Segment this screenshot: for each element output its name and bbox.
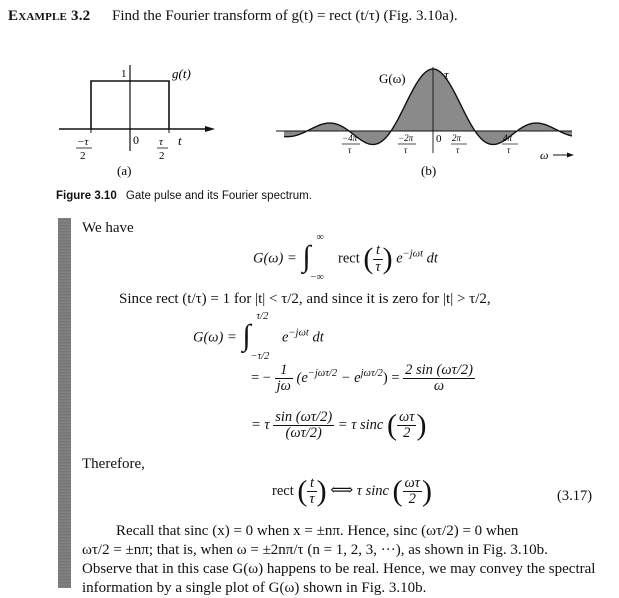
figure-caption	[56, 190, 312, 202]
eq1-lhs: G(ω) =	[253, 250, 297, 267]
figure-caption-text: Gate pulse and its Fourier spectrum.	[125, 190, 312, 202]
eq2-upper: τ/2	[256, 311, 269, 322]
figure-a-pos-tick-den: 2	[159, 150, 165, 162]
eq2-exp: −jωt	[288, 327, 309, 339]
equation-truncated-integral	[193, 311, 324, 365]
eq2-lhs: G(ω) =	[193, 329, 237, 346]
figure-a-pos-tick-num: τ	[159, 136, 163, 148]
eq1-frac-num: t	[373, 243, 382, 259]
eq3-den: ω	[433, 378, 445, 395]
eq4-lead: = τ	[251, 417, 270, 434]
eq1-integral-icon: ∫	[302, 240, 311, 273]
eq5-rect: rect	[272, 483, 294, 500]
eq2-dt: dt	[312, 329, 324, 346]
eq3-paren-open: (e	[296, 370, 308, 387]
eq4-frac-num: ωτ	[399, 409, 415, 425]
figure-caption-label: Figure 3.10	[56, 190, 117, 202]
eq5-frac-num: t	[307, 476, 316, 492]
eq5-arrow-icon: ⟺	[330, 482, 354, 500]
eq2-e: e	[282, 329, 289, 346]
eq5-frac-den: τ	[309, 491, 315, 508]
eq4-mid: = τ sinc	[337, 417, 384, 434]
figure-a-panel-label: (a)	[117, 163, 132, 178]
text-therefore: Therefore,	[82, 456, 145, 472]
eq3-jw: jω	[276, 378, 291, 395]
eq4-den: (ωτ/2)	[285, 425, 322, 442]
figure-a-height-label: 1	[121, 68, 127, 80]
figure-b-panel-label: (b)	[421, 163, 437, 178]
recall-line-4: information by a single plot of G(ω) shown in Fig. 3.10b.	[82, 580, 427, 596]
example-label: Example 3.2	[8, 8, 91, 24]
problem-statement: Find the Fourier transform of g(t) = rect (t/τ) (Fig. 3.10a).	[112, 8, 458, 24]
equation-sinc-form: = τ $\frac{\sin (\omega\tau/2)}{(\omega\tau/2)}$ = τ sinc ( $\frac{\omega\tau}{2}$ )	[251, 408, 427, 442]
figure-b-tick1-num: −4π	[342, 133, 358, 143]
figure-b-spectrum	[272, 55, 612, 185]
eq3-num: 2 sin (ωτ/2)	[405, 362, 473, 378]
equation-number: (3.17)	[557, 488, 593, 504]
text-recall-paragraph	[82, 522, 612, 598]
figure-a-neg-tick-num: −τ	[77, 136, 89, 148]
recall-line-2: ωτ/2 = ±nπ; that is, when ω = ±2nπ/τ (n = 1, 2, 3, ···), as shown in Fig. 3.10b.	[82, 542, 548, 558]
figure-b-tick4-num: 4π	[503, 133, 513, 143]
eq1-e: e	[396, 250, 403, 267]
figure-b-tick4-den: τ	[507, 145, 511, 155]
text-since: Since rect (t/τ) = 1 for |t| < τ/2, and since it is zero for |t| > τ/2,	[119, 291, 491, 307]
recall-line-3: Observe that in this case G(ω) happens to be real. Hence, we may convey the spectral	[82, 561, 596, 577]
figure-a-axis-label: t	[178, 133, 182, 148]
equation-fourier-integral: G(ω) = ∫ ∞ −∞ rect ( $\frac{t}{\tau}$ ) $e^{-j\omega t}$ dt	[253, 232, 438, 283]
eq1-frac-den: τ	[375, 258, 381, 275]
figure-b-tick3-den: τ	[456, 145, 460, 155]
eq2-integral-icon: ∫	[242, 319, 251, 352]
text-we-have: We have	[82, 220, 134, 236]
equation-transform-pair: rect ( $\frac{t}{\tau}$ ) ⟺ τ sinc ( $\frac{\omega\tau}{2}$ )	[272, 474, 432, 508]
eq1-exp: −jωt	[402, 248, 423, 260]
figure-a-func-label: g(t)	[172, 66, 191, 81]
figure-b-axis-label: ω	[540, 148, 549, 162]
figure-b-func-label: G(ω)	[379, 71, 406, 86]
eq3-lead: = −	[251, 370, 271, 387]
equation-evaluated	[251, 363, 475, 394]
example-sidebar-bar	[58, 218, 71, 588]
figure-b-zero-tick: 0	[436, 133, 442, 145]
eq5-tsinc: τ sinc	[356, 483, 389, 500]
eq3-exp1: −jωτ/2	[307, 368, 338, 380]
figure-b-tick2-num: −2π	[398, 133, 414, 143]
figure-a-neg-tick-den: 2	[80, 150, 86, 162]
recall-line-1: Recall that sinc (x) = 0 when x = ±nπ. Hence, sinc (ωτ/2) = 0 when	[116, 523, 519, 539]
eq3-one: 1	[275, 363, 293, 379]
eq1-upper: ∞	[316, 232, 324, 243]
eq3-minus: − e	[337, 370, 361, 387]
eq4-num: sin (ωτ/2)	[275, 409, 333, 425]
eq1-rect: rect	[338, 250, 360, 267]
eq1-lower: −∞	[310, 272, 324, 283]
eq5-frac2-num: ωτ	[404, 475, 420, 491]
eq1-dt: dt	[426, 250, 438, 267]
figure-a-axis-arrow	[205, 126, 215, 132]
figure-b-tick3-num: 2π	[452, 133, 462, 143]
figure-b-axis-arrow	[567, 153, 574, 158]
figure-a-zero-tick: 0	[133, 133, 139, 147]
figure-a-gate-pulse	[55, 55, 225, 185]
figure-b-sinc-fill	[284, 69, 572, 144]
eq3-exp2: jωτ/2	[360, 368, 383, 380]
eq4-frac-den: 2	[403, 425, 411, 442]
figure-b-tick2-den: τ	[404, 145, 408, 155]
figure-b-tick1-den: τ	[348, 145, 352, 155]
eq2-lower: −τ/2	[250, 351, 270, 362]
figure-b-peak-label: τ	[444, 67, 449, 82]
eq5-frac2-den: 2	[408, 491, 416, 508]
eq3-paren-close: ) =	[382, 370, 400, 387]
